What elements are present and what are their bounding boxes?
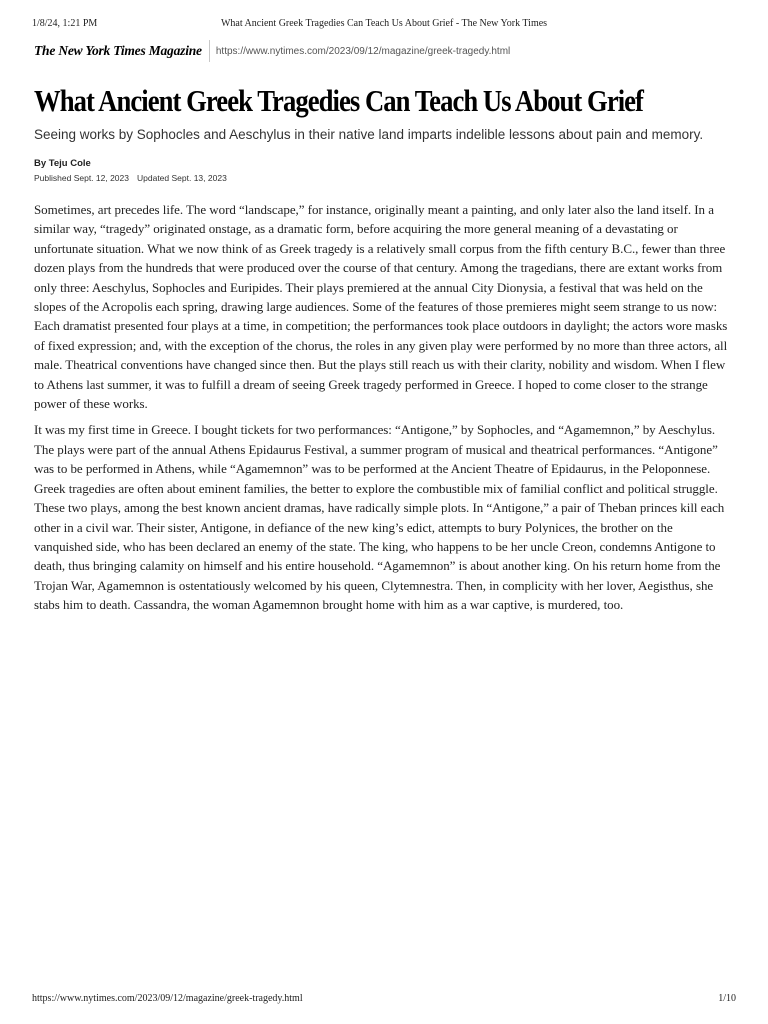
nyt-magazine-logo[interactable]: The New York Times Magazine [34, 43, 202, 58]
masthead-divider [209, 40, 210, 62]
page-number: 1/10 [718, 993, 736, 1004]
publication-dates [34, 173, 227, 183]
print-footer [32, 993, 736, 1007]
footer-url: https://www.nytimes.com/2023/09/12/magazine/greek-tragedy.html [32, 993, 303, 1004]
article-body [34, 200, 734, 622]
published-date: Published Sept. 12, 2023 [34, 173, 129, 183]
print-date-time: 1/8/24, 1:21 PM [32, 18, 98, 29]
print-header [32, 18, 736, 32]
article-summary: Seeing works by Sophocles and Aeschylus in their native land imparts indelible lessons about pain and memory. [34, 127, 704, 142]
masthead [34, 40, 510, 62]
article-paragraph: It was my first time in Greece. I bought tickets for two performances: “Antigone,” by Sophocles, and “Agamemnon,” by Aeschylus. The plays were part of the annual Athens Epidaurus Festival, a summer program of musical and theatrical performances. “Antigone” was to be performed in Athens, while “Agamemnon” was to be performed at the Ancient Theatre of Epidaurus, in the Peloponnese. Greek tragedies are often about eminent families, the better to explore the combustible mix of familial conflict and political struggle. These two plays, among the best known ancient dramas, have radically simple plots. In “Antigone,” a pair of Theban princes kill each other in a civil war. Their sister, Antigone, in defiance of the new king’s edict, attempts to bury Polynices, the brother on the vanquished side, who has been declared an enemy of the state. The king, who happens to be her uncle Creon, condemns Antigone to death, thus bringing calamity on himself and his entire household. “Agamemnon” is about another king. On his return home from the Trojan War, Agamemnon is ostentatiously welcomed by his queen, Clytemnestra. Then, in complicity with her lover, Aegisthus, she stabs him to death. Cassandra, the woman Agamemnon brought home with him as a war captive, is murdered, too. [34, 422, 725, 613]
byline[interactable]: By Teju Cole [34, 158, 91, 169]
print-page-title: What Ancient Greek Tragedies Can Teach Us About Grief - The New York Times [220, 18, 548, 29]
article-headline: What Ancient Greek Tragedies Can Teach Us About Grief [34, 83, 643, 118]
updated-date: Updated Sept. 13, 2023 [137, 173, 227, 183]
article-url[interactable]: https://www.nytimes.com/2023/09/12/magazine/greek-tragedy.html [215, 45, 511, 57]
article-paragraph: Sometimes, art precedes life. The word “landscape,” for instance, originally meant a painting, and only later also the land itself. In a similar way, “tragedy” originated onstage, as a dramatic form, before acquiring the more general meaning of a devastating or unfortunate situation. What we now think of as Greek tragedy is a relatively small corpus from the fifth century B.C., fewer than three dozen plays from the hundreds that were produced over the course of that century. Among the tragedians, there are extant works from only three: Aeschylus, Sophocles and Euripides. Their plays premiered at the annual City Dionysia, a festival that was held on the slopes of the Acropolis each spring, drawing large audiences. Some of the features of those premieres might seem strange to us now: Each dramatist presented four plays at a time, in competition; the performances took place outdoors in daylight; the actors wore masks of fixed expression; and, with the exception of the chorus, the roles in any given play were performed by no more than three actors, all male. Theatrical conventions have changed since then. But the plays still reach us with their clarity, nobility and wisdom. When I flew to Athens last summer, it was to fulfill a dream of seeing Greek tragedy performed in Greece. I hoped to come closer to the strange power of these works. [34, 202, 728, 412]
